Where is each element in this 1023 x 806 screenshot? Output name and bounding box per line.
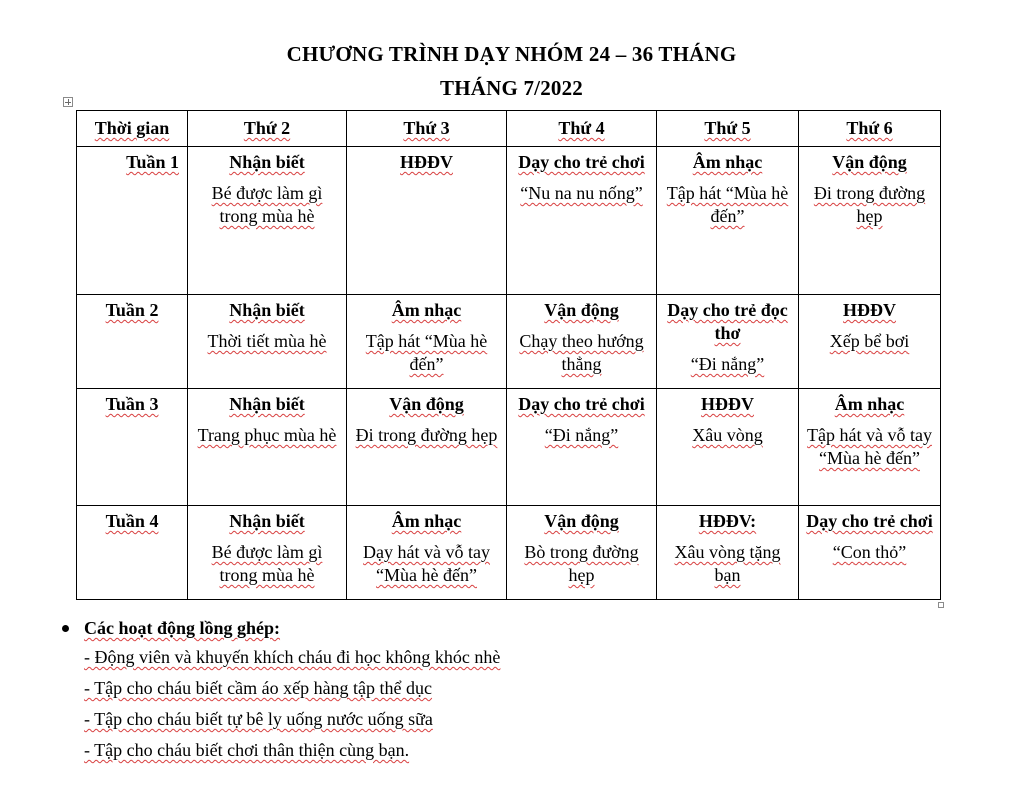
activity-title: HĐĐV (400, 152, 453, 172)
week-label: Tuần 4 (77, 506, 188, 600)
activity-title: Nhận biết (229, 300, 305, 320)
activity-cell (799, 389, 941, 506)
activity-title: Dạy cho trẻ chơi (806, 511, 933, 531)
activity-desc: Bò trong đường hẹp (524, 542, 639, 585)
week-label: Tuần 3 (77, 389, 188, 506)
activity-cell (507, 389, 657, 506)
notes-heading (62, 614, 962, 642)
activity-cell (347, 147, 507, 295)
activity-desc: Dạy hát và vỗ tay “Mùa hè đến” (363, 542, 490, 585)
activity-cell (507, 147, 657, 295)
activity-cell (799, 506, 941, 600)
activity-desc: Tập hát “Mùa hè đến” (666, 183, 789, 226)
table-move-handle-icon[interactable] (63, 97, 73, 107)
list-item: - Tập cho cháu biết cầm áo xếp hàng tập thể dục (84, 678, 433, 698)
activity-cell (507, 506, 657, 600)
schedule-table (76, 110, 941, 600)
activity-title: HĐĐV (843, 300, 896, 320)
activity-title: Âm nhạc (391, 300, 462, 320)
activity-title: Vận động (544, 300, 619, 320)
integrated-activities (62, 614, 962, 766)
activity-cell (657, 147, 799, 295)
activity-title: Âm nhạc (692, 152, 763, 172)
activity-desc: Chạy theo hướng thẳng (519, 331, 644, 374)
activity-desc: Đi trong đường hẹp (355, 425, 498, 445)
activity-cell (188, 389, 347, 506)
activity-desc: Bé được làm gì trong mùa hè (211, 183, 323, 226)
table-row (77, 389, 941, 506)
bullet-icon (62, 625, 69, 632)
activity-desc: Đi trong đường hẹp (813, 183, 926, 226)
activity-desc: Xâu vòng tặng bạn (674, 542, 781, 585)
activity-cell (799, 295, 941, 389)
activity-title: Vận động (389, 394, 464, 414)
activity-title: Âm nhạc (834, 394, 905, 414)
activity-desc: “Con thỏ” (832, 542, 907, 562)
activity-desc: Xâu vòng (692, 425, 763, 445)
activity-cell (657, 389, 799, 506)
list-item: - Động viên và khuyến khích cháu đi học không khóc nhè (84, 647, 501, 667)
notes-heading-text: Các hoạt động lồng ghép: (84, 618, 281, 638)
activity-title: Dạy cho trẻ đọc thơ (667, 300, 788, 343)
table-row (77, 295, 941, 389)
header-wednesday: Thứ 4 (507, 111, 657, 147)
document-title (0, 42, 1023, 67)
activity-desc: “Đi nắng” (690, 354, 765, 374)
activity-cell (347, 506, 507, 600)
table-row (77, 506, 941, 600)
activity-desc: Bé được làm gì trong mùa hè (211, 542, 323, 585)
list-item: - Tập cho cháu biết tự bê ly uống nước uống sữa (84, 709, 433, 729)
list-item: - Tập cho cháu biết chơi thân thiện cùng bạn. (84, 740, 410, 760)
activity-title: Nhận biết (229, 394, 305, 414)
header-time: Thời gian (77, 111, 188, 147)
week-label: Tuần 1 (77, 147, 188, 295)
activity-cell (657, 295, 799, 389)
activity-cell (347, 295, 507, 389)
header-tuesday: Thứ 3 (347, 111, 507, 147)
activity-title: Âm nhạc (391, 511, 462, 531)
activity-title: Nhận biết (229, 152, 305, 172)
document-subtitle (0, 76, 1023, 101)
activity-cell (347, 389, 507, 506)
activity-cell (657, 506, 799, 600)
activity-title: Nhận biết (229, 511, 305, 531)
activity-title: Dạy cho trẻ chơi (518, 394, 645, 414)
header-thursday: Thứ 5 (657, 111, 799, 147)
table-header-row (77, 111, 941, 147)
table-resize-handle-icon[interactable] (938, 602, 944, 608)
header-monday: Thứ 2 (188, 111, 347, 147)
table-row (77, 147, 941, 295)
activity-title: HĐĐV: (698, 511, 757, 531)
activity-desc: Thời tiết mùa hè (207, 331, 327, 351)
activity-cell (188, 295, 347, 389)
title-line-1: CHƯƠNG TRÌNH DẠY NHÓM 24 – 36 THÁNG (286, 42, 737, 66)
activity-cell (507, 295, 657, 389)
title-line-2: THÁNG 7/2022 (440, 76, 583, 100)
activity-cell (799, 147, 941, 295)
header-friday: Thứ 6 (799, 111, 941, 147)
activity-desc: Tập hát “Mùa hè đến” (365, 331, 488, 374)
activity-cell (188, 506, 347, 600)
activity-title: HĐĐV (701, 394, 754, 414)
activity-desc: Tập hát và vỗ tay “Mùa hè đến” (807, 425, 932, 468)
activity-cell (188, 147, 347, 295)
activity-title: Vận động (832, 152, 907, 172)
activity-desc: Trang phục mùa hè (197, 425, 337, 445)
activity-title: Vận động (544, 511, 619, 531)
week-label: Tuần 2 (77, 295, 188, 389)
activity-desc: “Nu na nu nống” (520, 183, 643, 203)
activity-desc: Xếp bể bơi (829, 331, 910, 351)
activity-title: Dạy cho trẻ chơi (518, 152, 645, 172)
activity-desc: “Đi nắng” (544, 425, 619, 445)
